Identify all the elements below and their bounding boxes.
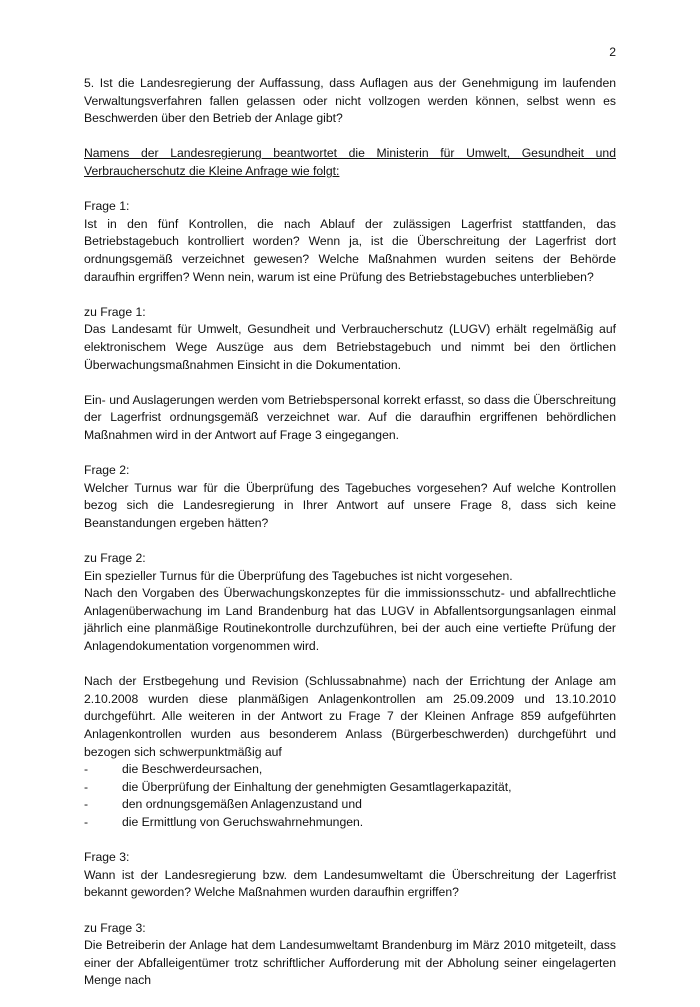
bullet-marker: - — [84, 762, 89, 777]
list-item-text: die Überprüfung der Einhaltung der genehmigten Gesamtlagerkapazität, — [122, 779, 512, 794]
question-1 — [84, 198, 616, 286]
answer-2-paragraph-2: Nach der Erstbegehung und Revision (Schlussabnahme) nach der Errichtung der Anlage am 2.10.2008 wurden diese planmäßigen Anlagenkontrollen am 25.09.2009 und 13.10.2010 durchgeführt. Alle weiteren in der Antwort zu Frage 7 der Kleinen Anfrage 859 aufgeführten Anlagenkontrollen wurden aus besonderem Anlass (Bürgerbeschwerden) durchgeführt und bezogen sich schwerpunktmäßig auf — [84, 674, 616, 759]
question-2-block — [84, 462, 616, 532]
question-2-label: Frage 2: — [84, 463, 130, 478]
bullet-marker: - — [84, 814, 89, 829]
question-1-label: Frage 1: — [84, 199, 130, 214]
document-body — [84, 75, 616, 1007]
question-3-label: Frage 3: — [84, 850, 130, 865]
question-3 — [84, 849, 616, 902]
answer-1-block — [84, 304, 616, 445]
answer-intro: Namens der Landesregierung beantwortet die Ministerin für Umwelt, Gesundheit und Verbraucherschutz die Kleine Anfrage wie folgt: — [84, 146, 616, 178]
answer-3-label: zu Frage 3: — [84, 920, 146, 935]
question-3-text: Wann ist der Landesregierung bzw. dem Landesumweltamt die Überschreitung der Lagerfrist bekannt geworden? Welche Maßnahmen wurden daraufhin ergriffen? — [84, 867, 616, 900]
answer-1-text-1: Das Landesamt für Umwelt, Gesundheit und Verbraucherschutz (LUGV) erhält regelmäßig auf elektronischem Wege Auszüge aus dem Betriebstagebuch und nimmt bei den örtlichen Überwachungsmaßnahmen Einsicht in die Dokumentation. — [84, 322, 616, 372]
list-item — [84, 779, 616, 797]
list-item — [84, 796, 616, 814]
answer-2-paragraph-1 — [84, 550, 616, 656]
answer-3-block — [84, 920, 616, 990]
answer-2-text-1: Nach den Vorgaben des Überwachungskonzeptes für die immissionsschutz- und abfallrechtliche Anlagenüberwachung im Land Brandenburg hat das LUGV in Abfallentsorgungsanlagen einmal jährlich eine planmäßige Routinekontrolle durchzuführen, bei der auch eine vertiefte Prüfung der Anlagendokumentation vorgenommen wird. — [84, 586, 616, 653]
question-2 — [84, 462, 616, 532]
answer-1-paragraph-1 — [84, 304, 616, 374]
bullet-marker: - — [84, 797, 89, 812]
answer-2-label: zu Frage 2: — [84, 551, 146, 566]
list-item-text: die Beschwerdeursachen, — [122, 762, 263, 777]
answer-2-bullet-list — [84, 761, 616, 831]
answer-3-text: Die Betreiberin der Anlage hat dem Landesumweltamt Brandenburg im März 2010 mitgeteilt, dass einer der Abfalleigentümer trotz schriftlicher Aufforderung mit der Abholung seiner eingelagerten Menge nach — [84, 938, 616, 988]
list-item-text: den ordnungsgemäßen Anlagenzustand und — [122, 797, 362, 812]
question-2-text: Welcher Turnus war für die Überprüfung des Tagebuches vorgesehen? Auf welche Kontrollen bezog sich die Landesregierung in Ihrer Antwort auf unsere Frage 8, dass sich keine Beanstandungen ergeben hätten? — [84, 480, 616, 530]
question-1-block — [84, 198, 616, 286]
answer-2-line-1: Ein spezieller Turnus für die Überprüfung des Tagebuches ist nicht vorgesehen. — [84, 568, 513, 583]
page-number: 2 — [609, 45, 616, 59]
question-3-block — [84, 849, 616, 902]
list-item-text: die Ermittlung von Geruchswahrnehmungen. — [122, 814, 364, 829]
answer-3 — [84, 920, 616, 990]
bullet-marker: - — [84, 779, 89, 794]
answer-1-paragraph-2: Ein- und Auslagerungen werden vom Betriebspersonal korrekt erfasst, so dass die Überschreitung der Lagerfrist ordnungsgemäß verzeichnet war. Auf die daraufhin ergriffenen behördlichen Maßnahmen wird in der Antwort auf Frage 3 eingegangen. — [84, 392, 616, 442]
answer-1-label: zu Frage 1: — [84, 304, 146, 319]
question-1-text: Ist in den fünf Kontrollen, die nach Ablauf der zulässigen Lagerfrist stattfanden, das Betriebstagebuch kontrolliert worden? Wenn ja, ist die Überschreitung der Lagerfrist dort ordnungsgemäß verzeichnet gewesen? Welche Maßnahmen wurden seitens der Behörde daraufhin ergriffen? Wenn nein, warum ist eine Prüfung des Betriebstagebuches unterblieben? — [84, 216, 616, 284]
question-5: 5. Ist die Landesregierung der Auffassung, dass Auflagen aus der Genehmigung im laufenden Verwaltungsverfahren fallen gelassen oder nicht vollzogen werden können, selbst wenn es Beschwerden über den Betrieb der Anlage gibt? — [84, 76, 616, 126]
answer-2-block — [84, 550, 616, 832]
list-item — [84, 761, 616, 779]
list-item — [84, 814, 616, 832]
